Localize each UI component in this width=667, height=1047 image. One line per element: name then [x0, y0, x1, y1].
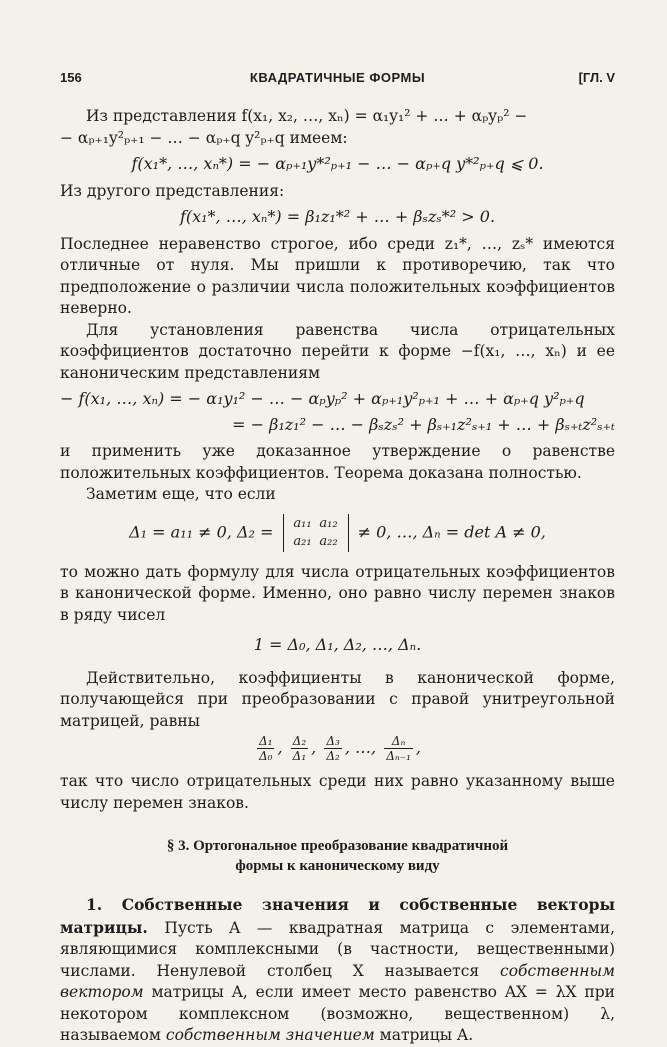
fraction: $\frac{\text{Δ₁}}{\text{Δ₀}}$ — [259, 734, 273, 763]
paragraph: Из другого представления: — [60, 181, 285, 200]
paragraph: Для установления равенства числа отрицательных коэффициентов достаточно перейти к форме −f(x₁, …, xₙ) и ее каноническим представлениям — [60, 320, 615, 382]
formula: 1 = Δ₀, Δ₁, Δ₂, …, Δₙ. — [253, 635, 422, 654]
formula: − f(x₁, …, xₙ) = − α₁y₁² − … − αₚyₚ² + αₚ₊₁y²ₚ₊₁ + … + αₚ₊q y²ₚ₊q — [60, 389, 585, 408]
formula-part: ≠ 0, …, Δₙ = det A ≠ 0, — [357, 522, 546, 541]
paragraph: и применить уже доказанное утверждение о равенстве положительных коэффициентов. Теорема доказана полностью. — [60, 442, 615, 482]
term: собственным вектором — [60, 961, 615, 1001]
chapter-label: [ГЛ. V — [578, 70, 615, 85]
paragraph: Действительно, коэффициенты в канонической форме, получающейся при преобразовании с правой унитреугольной матрицей, равны — [60, 668, 615, 730]
formula: = − β₁z₁² − … − βₛzₛ² + βₛ₊₁z²ₛ₊₁ + … + βₛ₊ₜz²ₛ₊ₜ — [232, 414, 615, 434]
matrix-entry: a₁₁ — [293, 515, 312, 531]
running-header — [60, 70, 615, 90]
page-body — [60, 106, 615, 1047]
formula-part: Δ₁ = a₁₁ ≠ 0, Δ₂ = — [129, 522, 274, 541]
fraction: $\frac{\text{Δ₃}}{\text{Δ₂}}$ — [326, 734, 340, 763]
matrix-entry: a₂₂ — [319, 533, 338, 549]
fraction: $\frac{\text{Δ₂}}{\text{Δ₁}}$ — [292, 734, 307, 763]
section-heading: § 3. Ортогональное преобразование квадратичной формы к каноническому виду — [166, 838, 509, 874]
determinant-formula — [60, 514, 615, 552]
page-number: 156 — [60, 70, 82, 85]
paragraph: − αₚ₊₁y²ₚ₊₁ − … − αₚ₊q y²ₚ₊q имеем: — [60, 128, 348, 147]
paragraph: то можно дать формулу для числа отрицательных коэффициентов в канонической форме. Именно, оно равно числу перемен знаков в ряду чисел — [60, 562, 615, 624]
paragraph: Из представления f(x₁, x₂, …, xₙ) = α₁y₁² + … + αₚyₚ² − — [86, 107, 528, 125]
paragraph: Последнее неравенство строгое, ибо среди z₁*, …, zₛ* имеются отличные от нуля. Мы пришли к противоречию, так что предположение о различии числа положительных коэффициентов неверно. — [60, 234, 615, 317]
paragraph: так что число отрицательных среди них равно указанному выше числу перемен знаков. — [60, 772, 615, 812]
matrix-entry: a₁₂ — [319, 515, 338, 531]
formula: f(x₁*, …, xₙ*) = − αₚ₊₁y*²ₚ₊₁ − … − αₚ₊q y*²ₚ₊q ⩽ 0. — [131, 154, 544, 173]
running-title: КВАДРАТИЧНЫЕ ФОРМЫ — [249, 70, 426, 85]
fraction: $\frac{\text{Δₙ}}{\text{Δₙ₋₁}}$ — [386, 734, 411, 763]
determinant-matrix — [283, 514, 349, 552]
subsection-title: 1. Собственные значения и собственные векторы матрицы. — [60, 895, 615, 937]
subsection-paragraph: 1. Собственные значения и собственные векторы матрицы. Пусть A — квадратная матрица с элементами, являющимися комплексными (в частности, вещественными) числами. Ненулевой столбец X называется собственным вектором матрицы A, если имеет место равенство AX = λX при некотором комплексном (возможно, вещественном) λ, называемом собственным значением матрицы A. — [60, 895, 615, 1044]
matrix-entry: a₂₁ — [293, 533, 312, 549]
formula: f(x₁*, …, xₙ*) = β₁z₁*² + … + βₛzₛ*² > 0. — [179, 207, 496, 226]
paragraph: Заметим еще, что если — [86, 485, 276, 503]
term: собственным значением — [165, 1026, 375, 1044]
fraction-sequence: $\frac{\text{Δ₁}}{\text{Δ₀}}$ , $\frac{\text{Δ₂}}{\text{Δ₁}}$ , $\frac{\text{Δ₃}}{\text{Δ₂}}$ , …, $\frac{\text{Δₙ}}{\text{Δₙ₋₁}}$ , — [259, 734, 421, 763]
ellipsis: … — [355, 738, 372, 757]
